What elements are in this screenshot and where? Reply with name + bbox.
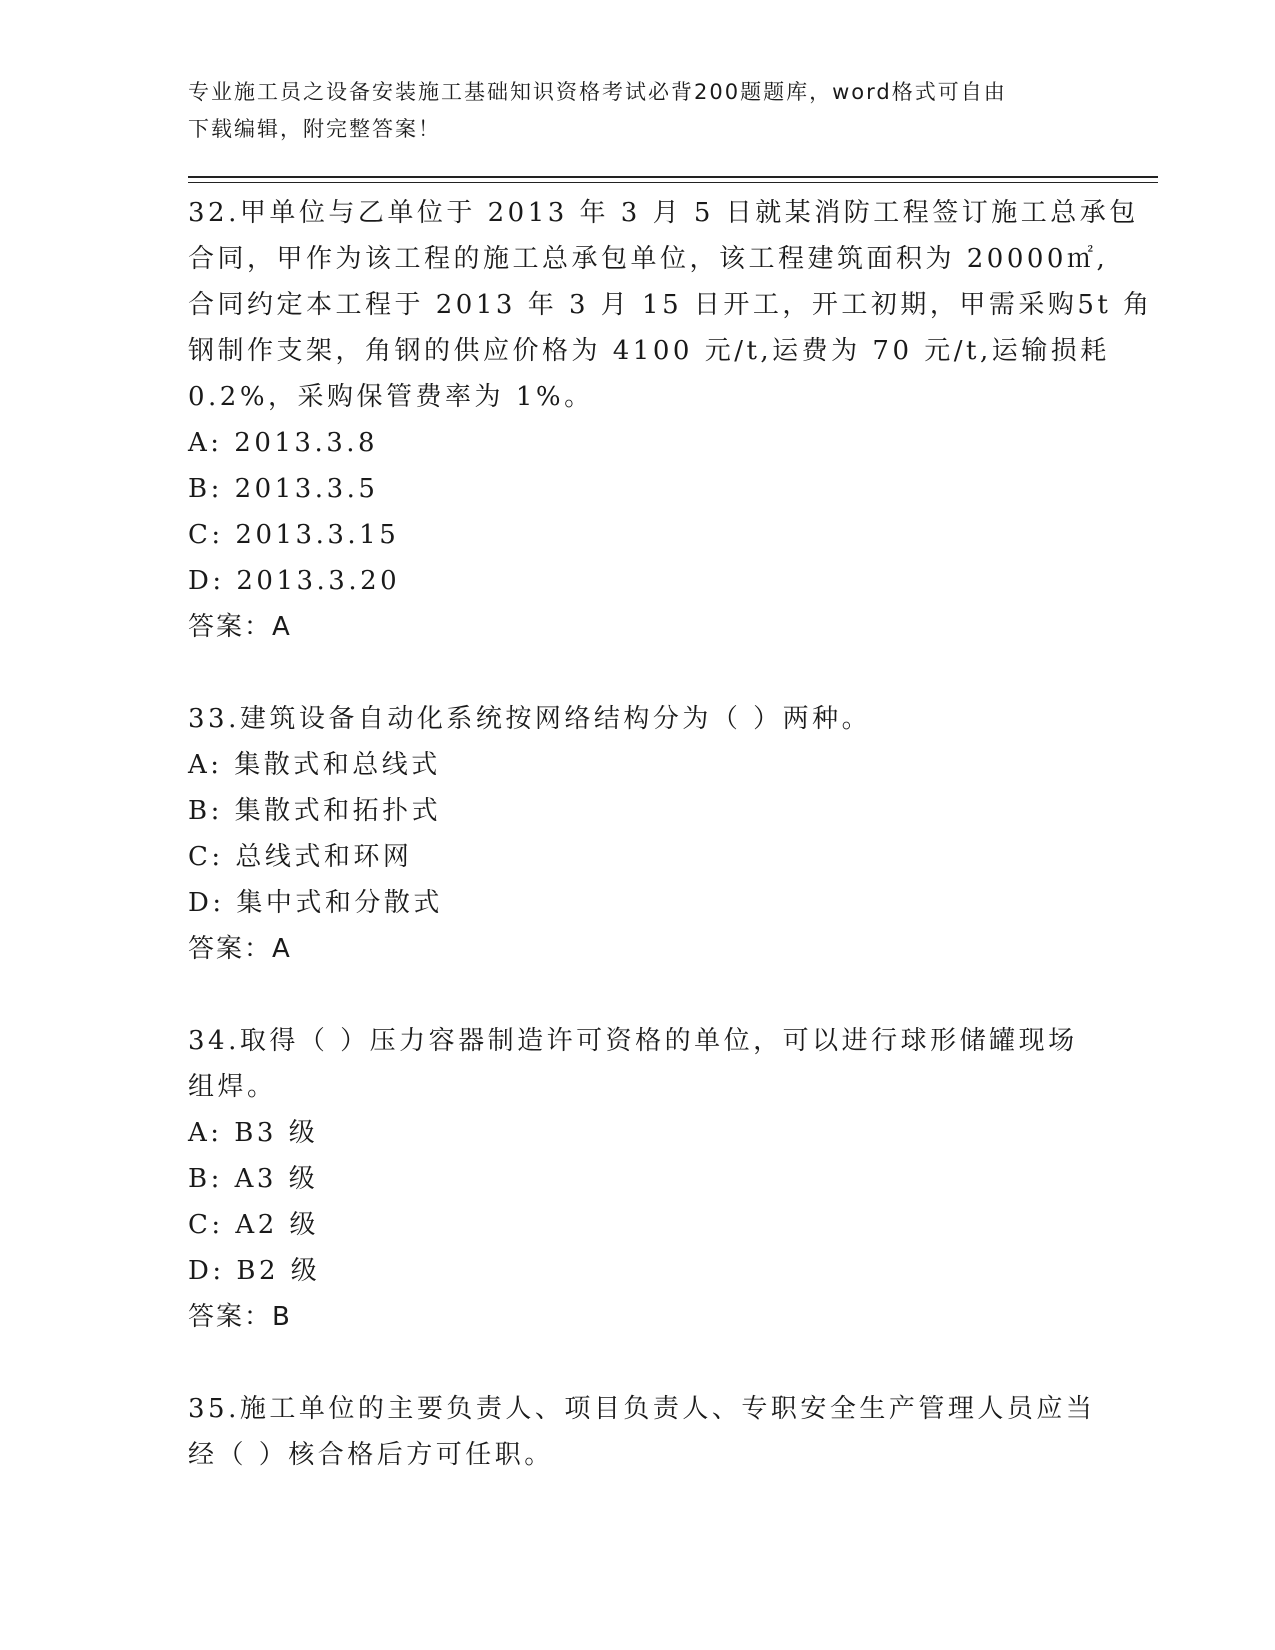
header-divider — [188, 176, 1158, 178]
answer: 答案：A — [188, 934, 292, 964]
option-a: A: 集散式和总线式 — [188, 750, 441, 780]
spacer — [188, 972, 1088, 1018]
document-header — [188, 74, 1088, 148]
question-stem-line: 35.施工单位的主要负责人、项目负责人、专职安全生产管理人员应当 — [188, 1394, 1096, 1424]
question-stem-line: 0.2%，采购保管费率为 1%。 — [188, 382, 594, 412]
question-stem-line: 组焊。 — [188, 1072, 277, 1102]
answer: 答案：A — [188, 612, 292, 642]
option-b: B: A3 级 — [188, 1164, 319, 1194]
option-d: D: 集中式和分散式 — [188, 888, 443, 918]
header-divider-thin — [188, 182, 1158, 183]
question-stem-line: 34.取得（ ）压力容器制造许可资格的单位，可以进行球形储罐现场 — [188, 1026, 1078, 1056]
question-stem-line: 合同约定本工程于 2013 年 3 月 15 日开工，开工初期，甲需采购5t 角 — [188, 290, 1153, 320]
question-stem-line: 经（ ）核合格后方可任职。 — [188, 1440, 554, 1470]
header-line: 专业施工员之设备安装施工基础知识资格考试必背200题题库，word格式可自由 — [188, 80, 1007, 104]
option-c: C: 总线式和环网 — [188, 842, 413, 872]
option-d: D: 2013.3.20 — [188, 566, 401, 596]
question-list — [188, 190, 1153, 1478]
option-b: B: 2013.3.5 — [188, 474, 379, 504]
option-a: A: 2013.3.8 — [188, 428, 379, 458]
answer: 答案：B — [188, 1302, 292, 1332]
option-d: D: B2 级 — [188, 1256, 321, 1286]
question-stem-line: 合同，甲作为该工程的施工总承包单位，该工程建筑面积为 20000㎡, — [188, 244, 1109, 274]
question-stem-line: 钢制作支架，角钢的供应价格为 4100 元/t,运费为 70 元/t,运输损耗 — [188, 336, 1110, 366]
question-32 — [188, 190, 1153, 650]
question-34 — [188, 1018, 1088, 1340]
option-c: C: A2 级 — [188, 1210, 320, 1240]
spacer — [188, 650, 1088, 696]
question-stem-line: 33.建筑设备自动化系统按网络结构分为（ ）两种。 — [188, 704, 872, 734]
header-line: 下载编辑，附完整答案！ — [188, 117, 441, 141]
spacer — [188, 1340, 1088, 1386]
question-stem-line: 32.甲单位与乙单位于 2013 年 3 月 5 日就某消防工程签订施工总承包 — [188, 198, 1139, 228]
option-c: C: 2013.3.15 — [188, 520, 400, 550]
question-33 — [188, 696, 1088, 972]
option-b: B: 集散式和拓扑式 — [188, 796, 442, 826]
question-35 — [188, 1386, 1096, 1478]
option-a: A: B3 级 — [188, 1118, 319, 1148]
